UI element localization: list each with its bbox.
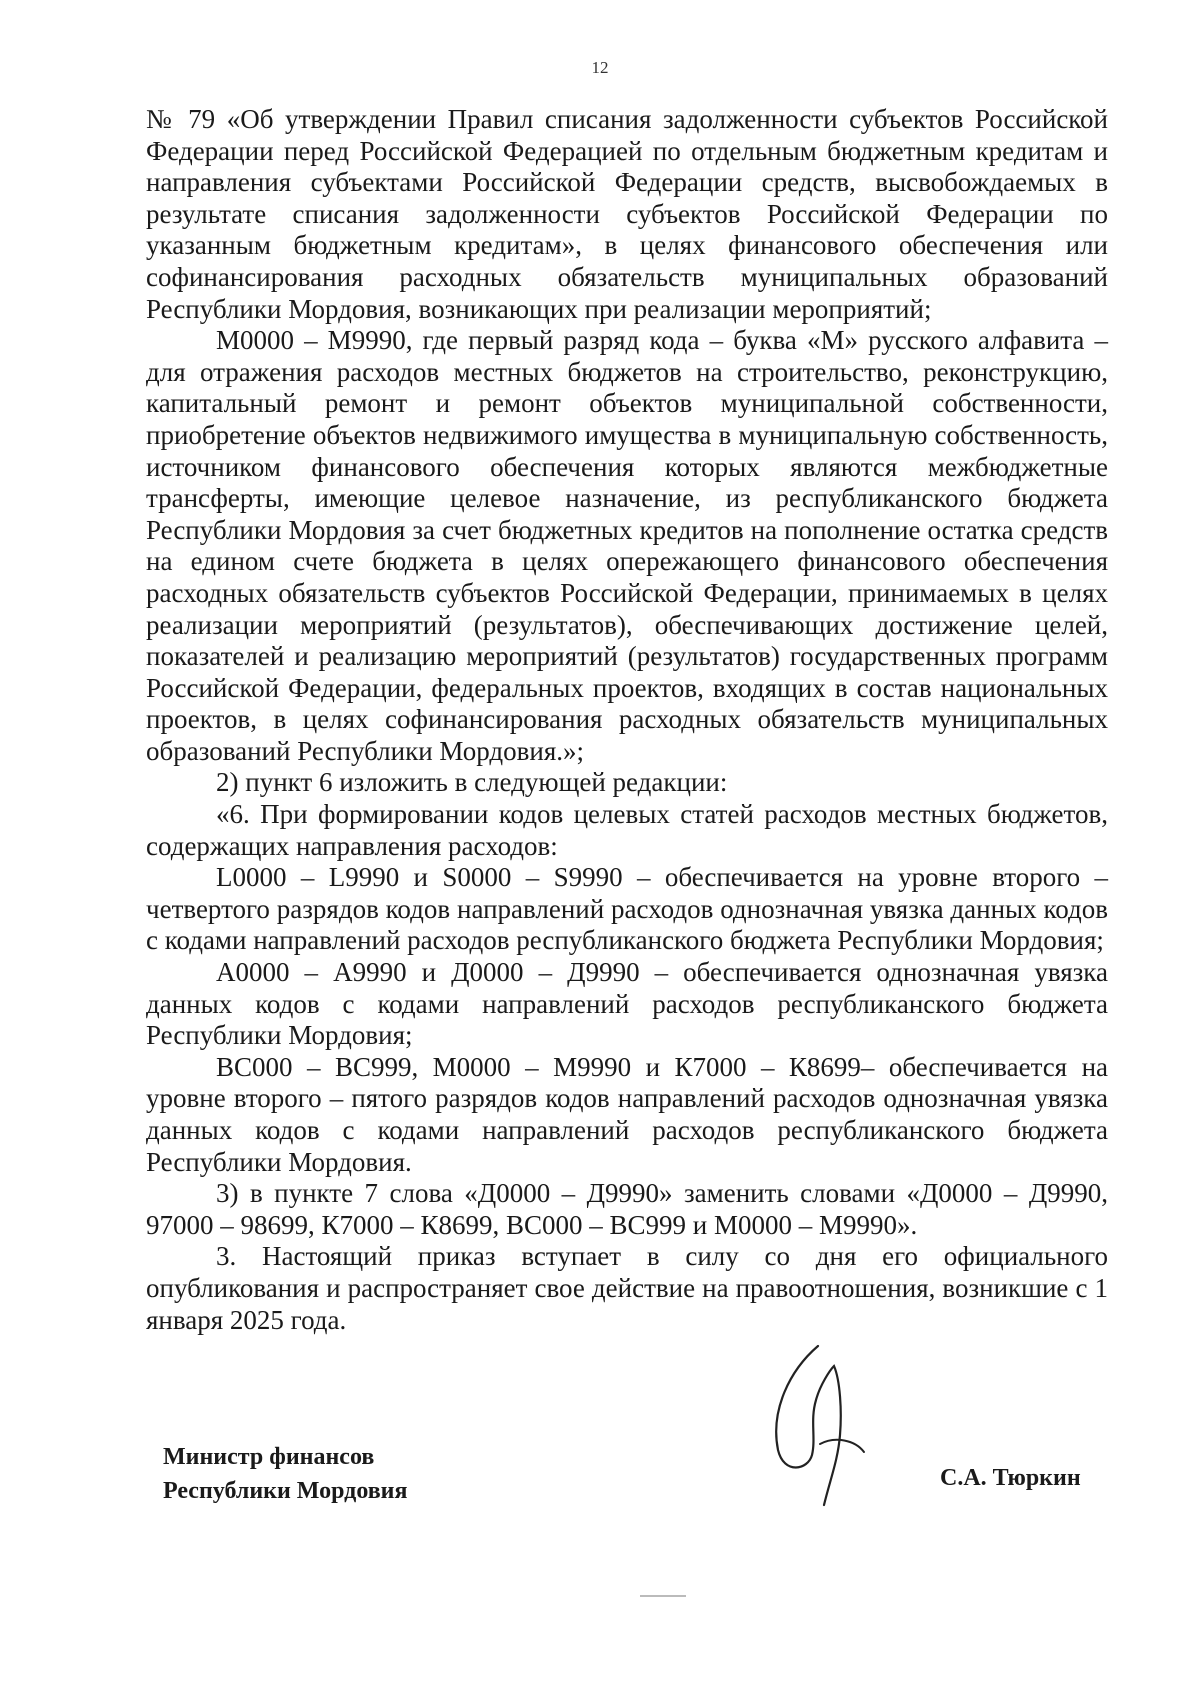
paragraph: «6. При формировании кодов целевых статей расходов местных бюджетов, содержащих направления расходов: — [146, 799, 1108, 861]
paragraph: L0000 – L9990 и S0000 – S9990 – обеспечивается на уровне второго – четвертого разрядов кодов направлений расходов однозначная увязка данных кодов с кодами направлений расходов республиканского бюджета Республики Мордовия; — [146, 862, 1108, 956]
paragraph: ВС000 – ВС999, М0000 – М9990 и К7000 – К8699– обеспечивается на уровне второго – пятого разрядов кодов направлений расходов однозначная увязка данных кодов с кодами направлений расходов республиканского бюджета Республики Мордовия. — [146, 1051, 1108, 1177]
page-number: 12 — [591, 58, 609, 77]
handwritten-signature — [760, 1340, 880, 1510]
scan-artifact — [640, 1595, 686, 1597]
signatory-title — [163, 1440, 408, 1508]
paragraph: № 79 «Об утверждении Правил списания задолженности субъектов Российской Федерации перед Российской Федерацией по отдельным бюджетным кредитам и направления субъектами Российской Федерации средств, высвобождаемых в результате списания задолженности субъектов Российской Федерации по указанным бюджетным кредитам», в целях финансового обеспечения или софинансирования расходных обязательств муниципальных образований Республики Мордовия, возникающих при реализации мероприятий; — [146, 104, 1108, 324]
paragraph: М0000 – М9990, где первый разряд кода – буква «М» русского алфавита – для отражения расходов местных бюджетов на строительство, реконструкцию, капитальный ремонт и ремонт объектов муниципальной собственности, приобретение объектов недвижимого имущества в муниципальную собственность, источником финансового обеспечения которых являются межбюджетные трансферты, имеющие целевое назначение, из республиканского бюджета Республики Мордовия за счет бюджетных кредитов на пополнение остатка средств на едином счете бюджета в целях опережающего финансового обеспечения расходных обязательств субъектов Российской Федерации, принимаемых в целях реализации мероприятий (результатов), обеспечивающих достижение целей, показателей и реализацию мероприятий (результатов) государственных программ Российской Федерации, федеральных проектов, входящих в состав национальных проектов, в целях софинансирования расходных обязательств муниципальных образований Республики Мордовия.»; — [146, 325, 1108, 766]
paragraph: 3) в пункте 7 слова «Д0000 – Д9990» заменить словами «Д0000 – Д9990, 97000 – 98699, К7000 – К8699, ВС000 – ВС999 и М0000 – М9990». — [146, 1178, 1108, 1240]
paragraph: А0000 – А9990 и Д0000 – Д9990 – обеспечивается однозначная увязка данных кодов с кодами направлений расходов республиканского бюджета Республики Мордовия; — [146, 957, 1108, 1051]
paragraph: 3. Настоящий приказ вступает в силу со дня его официального опубликования и распространяет свое действие на правоотношения, возникшие с 1 января 2025 года. — [146, 1241, 1108, 1335]
signatory-name: С.А. Тюркин — [940, 1465, 1081, 1491]
signatory-title-line: Министр финансов — [163, 1444, 375, 1470]
document-body — [146, 104, 1108, 1336]
paragraph: 2) пункт 6 изложить в следующей редакции: — [216, 767, 728, 798]
signatory-title-line: Республики Мордовия — [163, 1478, 408, 1504]
